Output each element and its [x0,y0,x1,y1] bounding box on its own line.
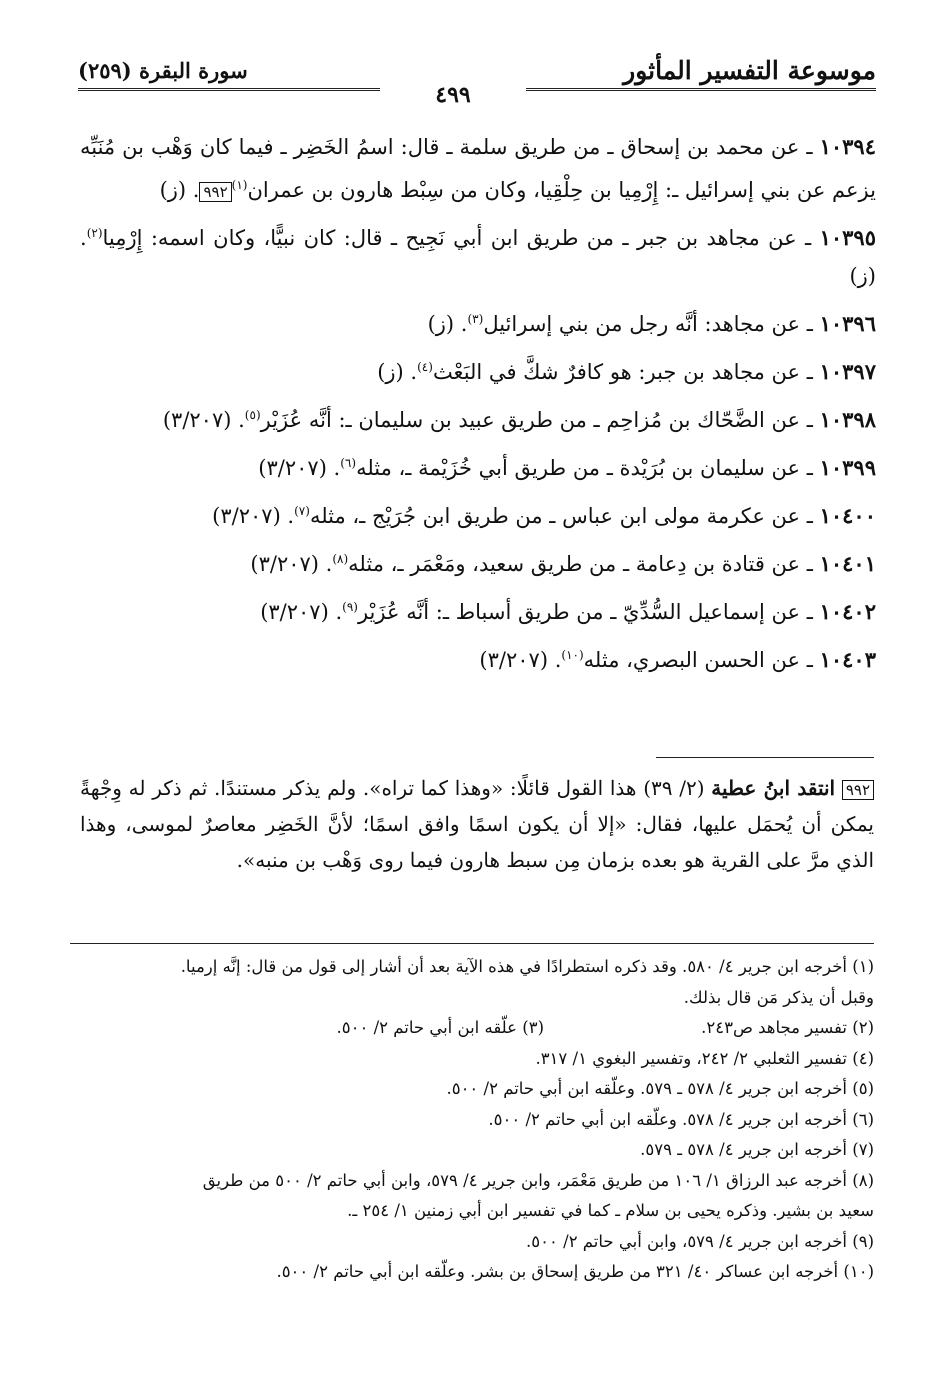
footnote: (٥) أخرجه ابن جرير ٤/ ٥٧٨ ـ ٥٧٩. وعلّقه ابن أبي حاتم ٢/ ٥٠٠. [446,1079,874,1098]
footnote: (٤) تفسير الثعلبي ٢/ ٢٤٢، وتفسير البغوي ١/ ٣١٧. [535,1048,874,1068]
narration-3: ١٠٣٩٦ ـ عن مجاهد: أنَّه رجل من بني إسرائيل$^{(٣)}$. (ز) [427,311,876,336]
cross-ref[interactable]: ٩٩٢ [199,182,231,202]
footnotes [70,952,874,1288]
narration-9: ١٠٤٠٢ ـ عن إسماعيل السُّدِّيّ ـ من طريق أسباط ـ: أنَّه عُزَيْر$^{(٩)}$. (٣/٢٠٧) [260,599,876,624]
narration-7: ١٠٤٠٠ ـ عن عكرمة مولى ابن عباس ـ من طريق ابن جُرَيْج ـ، مثله$^{(٧)}$. (٣/٢٠٧) [212,503,876,528]
footnote: سعيد بن بشير. وذكره يحيى بن سلام ـ كما في تفسير ابن أبي زمنين ١/ ٢٥٤ ـ. [347,1201,874,1220]
narrations [80,128,876,684]
page-number: ٤٩٩ [380,82,526,108]
narration-5: ١٠٣٩٨ ـ عن الضَّحّاك بن مُزاحِم ـ من طريق عبيد بن سليمان ـ: أنَّه عُزَيْر$^{(٥)}$. (٣/٢٠٧) [162,407,876,432]
footnote: (٩) أخرجه ابن جرير ٤/ ٥٧٩، وابن أبي حاتم ٢/ ٥٠٠. [526,1231,874,1251]
footnote: (١) أخرجه ابن جرير ٤/ ٥٨٠. وقد ذكره استطرادًا في هذه الآية بعد أن أشار إلى قول من قال: إنَّه إرميا. [180,957,874,976]
footnote: (١٠) أخرجه ابن عساكر ٤٠/ ٣٢١ من طريق إسحاق بن بشر. وعلّقه ابن أبي حاتم ٢/ ٥٠٠. [276,1262,874,1281]
narration-6: ١٠٣٩٩ ـ عن سليمان بن بُرَيْدة ـ من طريق أبي خُزَيْمة ـ، مثله$^{(٦)}$. (٣/٢٠٧) [258,455,876,480]
narration-8: ١٠٤٠١ ـ عن قتادة بن دِعامة ـ من طريق سعيد، ومَعْمَر ـ، مثله$^{(٨)}$. (٣/٢٠٧) [250,551,876,576]
narration-2: ١٠٣٩٥ ـ عن مجاهد بن جبر ـ من طريق ابن أبي نَجِيح ـ قال: كان نبيًّا، وكان اسمه: إِرْمِيا$^{(٢)}$. (ز) [80,225,876,288]
editor-note: ٩٩٢ انتقد ابنُ عطية (٢/ ٣٩) هذا القول قائلًا: «وهذا كما تراه». ولم يذكر مستندًا. ثم ذكر له وِجْهةً يمكن أن يُحمَل عليها، فقال: «إلا أن يكون اسمًا وافق اسمًا؛ لأنَّ الخَضِر معاصرٌ لموسى، وهذا الذي مرَّ على القرية هو بعده بزمان مِن سبط هارون فيما روى وَهْب بن منبه». [80,776,874,872]
footnote-separator [70,943,874,944]
footnote: (٢) تفسير مجاهد ص٢٤٣. [701,1018,874,1037]
footnote: (٧) أخرجه ابن جرير ٤/ ٥٧٨ ـ ٥٧٩. [640,1140,874,1159]
surah-label: سورة البقرة (٢٥٩) [78,58,248,83]
note-ref[interactable]: ٩٩٢ [842,780,874,800]
narration-4: ١٠٣٩٧ ـ عن مجاهد بن جبر: هو كافرٌ شكَّ في البَعْث$^{(٤)}$. (ز) [377,359,876,384]
note-separator [656,757,874,758]
footnote: وقبل أن يذكر مَن قال بذلك. [683,987,874,1007]
footnote: (٨) أخرجه عبد الرزاق ١/ ١٠٦ من طريق مَعْمَر، وابن جرير ٤/ ٥٧٩، وابن أبي حاتم ٢/ ٥٠٠ من طريق [202,1170,874,1190]
footnote: (٦) أخرجه ابن جرير ٤/ ٥٧٨. وعلّقه ابن أبي حاتم ٢/ ٥٠٠. [488,1109,874,1129]
footnote-pair [70,1013,874,1044]
narration-1: ١٠٣٩٤ ـ عن محمد بن إسحاق ـ من طريق سلمة ـ قال: اسمُ الخَضِر ـ فيما كان وَهْب بن مُنَبِّه يزعم عن بني إسرائيل ـ: إِرْمِيا بن حِلْقِيا، وكان من سِبْط هارون بن عمران$^{(١)}$٩٩٢. (ز) [80,134,876,202]
narration-10: ١٠٤٠٣ ـ عن الحسن البصري، مثله$^{(١٠)}$. (٣/٢٠٧) [479,647,876,672]
footnote: (٣) علّقه ابن أبي حاتم ٢/ ٥٠٠. [336,1018,544,1037]
book-title: موسوعة التفسير المأثور [623,56,876,85]
